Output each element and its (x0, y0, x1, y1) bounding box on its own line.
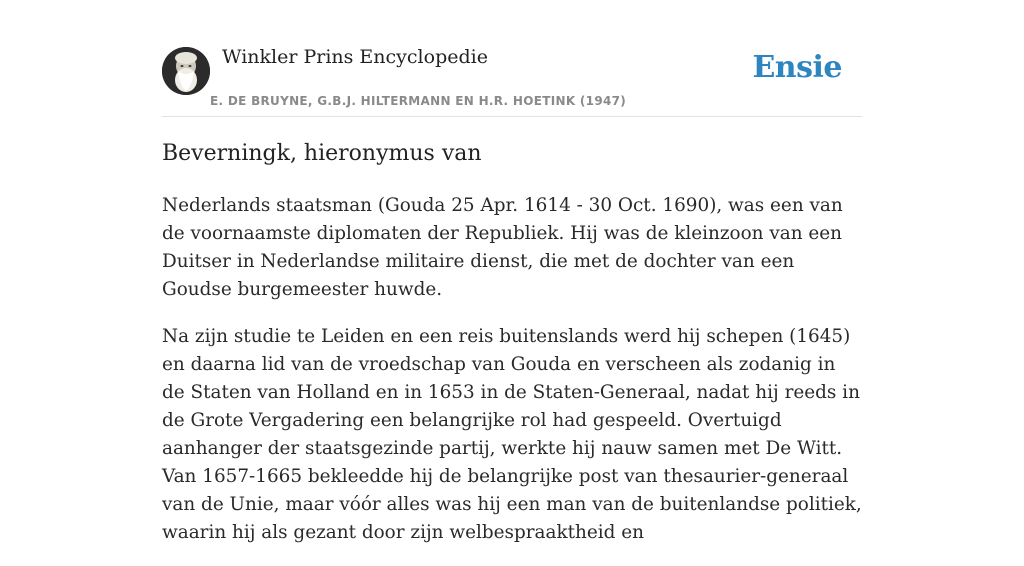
author-portrait-icon (162, 47, 210, 95)
body-paragraph: Na zijn studie te Leiden en een reis buitenslands werd hij schepen (1645) en daarna lid van de vroedschap van Gouda en verscheen als zodanig in de Staten van Holland en in 1653 in de Staten-Generaal, nadat hij reeds in de Grote Vergadering een belangrijke rol had gespeeld. Overtuigd aanhanger der staatsgezinde partij, werkte hij nauw samen met De Witt. Van 1657-1665 bekleedde hij de belangrijke post van thesaurier-generaal van de Unie, maar vóór alles was hij een man van de buitenlandse politiek, waarin hij als gezant door zijn welbespraaktheid en (162, 326, 862, 543)
entry-title: Beverningk, hieronymus van (162, 141, 482, 166)
source-title[interactable]: Winkler Prins Encyclopedie (222, 46, 488, 68)
author-avatar[interactable] (162, 47, 210, 95)
brand-logo[interactable]: Ensie (752, 50, 842, 85)
entry-body (162, 192, 862, 566)
article-container (162, 0, 862, 543)
source-header (162, 0, 862, 117)
body-paragraph: Nederlands staatsman (Gouda 25 Apr. 1614 - 30 Oct. 1690), was een van de voornaamste diplomaten der Republiek. Hij was de kleinzoon van een Duitser in Nederlandse militaire dienst, die met de dochter van een Goudse burgemeester huwde. (162, 195, 843, 300)
source-authors: E. DE BRUYNE, G.B.J. HILTERMANN EN H.R. HOETINK (1947) (210, 94, 627, 108)
